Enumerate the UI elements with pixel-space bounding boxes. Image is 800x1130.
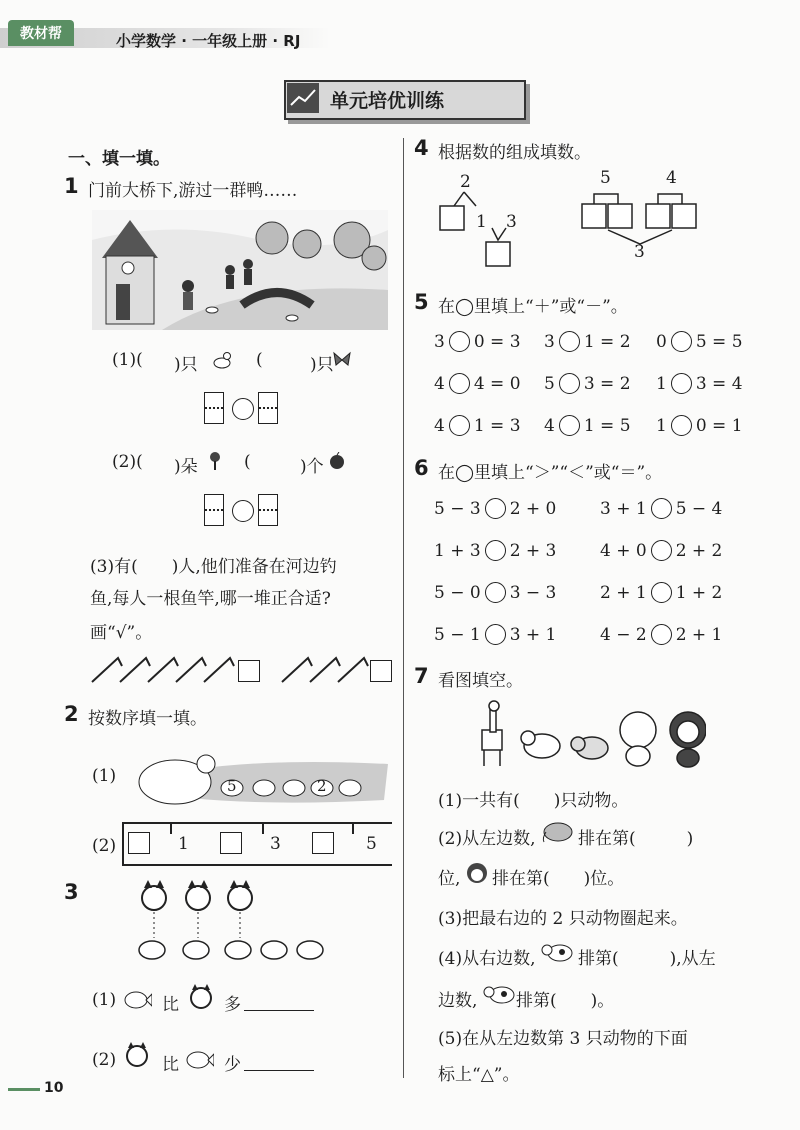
q6-circle[interactable] <box>485 624 506 645</box>
q5-circle[interactable] <box>671 331 692 352</box>
fish-icon <box>186 1050 214 1074</box>
q7-line-6a: 边数, <box>438 991 478 1011</box>
q4-b-bottom: 3 <box>634 242 645 262</box>
q7-line-2a: (2)从左边数, <box>438 829 536 849</box>
duck-icon <box>212 351 232 373</box>
q1-answer-box-1[interactable] <box>204 392 224 424</box>
q2-blank-1[interactable] <box>128 832 150 854</box>
q7-line-5a: (4)从右边数, <box>438 949 536 969</box>
q6-number: 6 <box>414 456 429 480</box>
tick <box>262 824 264 834</box>
q6-cmp-1-2: 3 + 1 5 − 4 <box>600 498 723 519</box>
q5-circle[interactable] <box>671 415 692 436</box>
q1-s1-unit1: )只 <box>174 355 198 375</box>
flower-icon <box>206 451 224 475</box>
q1-s2-unit1: )朵 <box>174 457 198 477</box>
pond-scene-illustration <box>92 210 388 330</box>
cow-icon <box>482 982 516 1010</box>
q1-s1-open: (1)( <box>112 350 143 370</box>
q4-b-top1: 5 <box>600 168 611 188</box>
q3-s2-blank[interactable] <box>244 1054 314 1071</box>
egg-number-4: 2 <box>317 777 327 795</box>
q7-line-1: (1)一共有( )只动物。 <box>438 791 629 811</box>
q3-s1-compare: 比 <box>162 995 179 1015</box>
q6-stem: 在◯里填上“＞”“＜”或“＝”。 <box>438 463 663 483</box>
q5-stem: 在◯里填上“＋”或“－”。 <box>438 297 628 317</box>
q1-s2-open: (2)( <box>112 452 143 472</box>
q5-eq-1-2: 3 1 = 2 <box>544 331 631 352</box>
cow-icon <box>540 940 574 968</box>
trend-icon <box>287 83 319 113</box>
q1-s3-line3: 画“√”。 <box>90 623 153 643</box>
tick <box>170 824 172 834</box>
number-line-1: 1 <box>178 834 189 854</box>
q1-check-box-2[interactable] <box>370 660 392 682</box>
q3-s2-label: (2) <box>92 1050 117 1070</box>
q7-line-5b: 排第( ),从左 <box>578 949 716 969</box>
q6-circle[interactable] <box>651 582 672 603</box>
q2-s2-label: (2) <box>92 836 117 856</box>
q2-stem: 按数序填一填。 <box>88 709 207 729</box>
q4-stem: 根据数的组成填数。 <box>438 143 591 163</box>
q5-eq-1-1: 3 0 = 3 <box>434 331 521 352</box>
q7-line-4: (3)把最右边的 2 只动物圈起来。 <box>438 909 688 929</box>
cat-icon <box>188 984 214 1018</box>
q5-number: 5 <box>414 290 429 314</box>
q5-circle[interactable] <box>671 373 692 394</box>
cat-icon <box>124 1042 150 1076</box>
fishing-rods-group-1-icon <box>90 652 240 688</box>
elephant-icon <box>540 820 574 848</box>
q5-circle[interactable] <box>449 415 470 436</box>
q6-circle[interactable] <box>485 498 506 519</box>
q6-circle[interactable] <box>651 540 672 561</box>
q5-circle[interactable] <box>449 331 470 352</box>
q2-blank-3[interactable] <box>312 832 334 854</box>
q2-s1-label: (1) <box>92 766 117 786</box>
q1-answer-box-3[interactable] <box>204 494 224 526</box>
q6-cmp-4-2: 4 − 2 2 + 1 <box>600 624 723 645</box>
butterfly-icon <box>332 351 352 373</box>
fishing-rods-group-2-icon <box>280 652 370 688</box>
q1-s2-unit2: )个 <box>300 457 324 477</box>
q5-eq-3-1: 4 1 = 3 <box>434 415 521 436</box>
q3-s1-label: (1) <box>92 990 117 1010</box>
q3-s1-blank[interactable] <box>244 994 314 1011</box>
q7-line-6b: 排第( )。 <box>516 991 615 1011</box>
q5-eq-2-3: 1 3 = 4 <box>656 373 743 394</box>
q6-cmp-3-1: 5 − 0 3 − 3 <box>434 582 557 603</box>
q3-s2-less: 少 <box>224 1055 241 1075</box>
animals-row-illustration <box>466 700 706 774</box>
monkey-icon <box>466 862 488 888</box>
q1-operator-circle-1[interactable] <box>232 398 254 420</box>
q5-eq-2-2: 5 3 = 2 <box>544 373 631 394</box>
q5-circle[interactable] <box>559 415 580 436</box>
q6-cmp-2-1: 1 + 3 2 + 3 <box>434 540 557 561</box>
q7-line-3b: 排在第( )位。 <box>492 869 625 889</box>
q1-s2-open2: ( <box>244 452 251 472</box>
q7-line-3a: 位, <box>438 869 461 889</box>
q6-circle[interactable] <box>485 540 506 561</box>
q5-eq-1-3: 0 5 = 5 <box>656 331 743 352</box>
egg-number-1: 5 <box>227 777 237 795</box>
q1-s3-line2: 鱼,每人一根鱼竿,哪一堆正合适? <box>90 589 331 609</box>
q7-stem: 看图填空。 <box>438 671 523 691</box>
q7-line-7: (5)在从左边数第 3 只动物的下面 <box>438 1029 688 1049</box>
q6-circle[interactable] <box>651 498 672 519</box>
apple-icon <box>328 452 346 474</box>
q5-eq-3-3: 1 0 = 1 <box>656 415 743 436</box>
q4-b-top2: 4 <box>666 168 677 188</box>
footer-accent <box>8 1088 40 1091</box>
q4-a-part1: 1 <box>476 212 487 232</box>
q4-a-part2: 3 <box>506 212 517 232</box>
q6-cmp-2-2: 4 + 0 2 + 2 <box>600 540 723 561</box>
q5-circle[interactable] <box>449 373 470 394</box>
q5-eq-3-2: 4 1 = 5 <box>544 415 631 436</box>
q6-cmp-3-2: 2 + 1 1 + 2 <box>600 582 723 603</box>
part1-heading: 一、填一填。 <box>68 149 170 169</box>
cats-fish-illustration <box>134 880 334 974</box>
q3-s1-more: 多 <box>224 995 241 1015</box>
q1-s3-line1: (3)有( )人,他们准备在河边钓 <box>90 557 337 577</box>
q1-operator-circle-2[interactable] <box>232 500 254 522</box>
q7-line-2b: 排在第( ) <box>578 829 694 849</box>
q2-number: 2 <box>64 702 79 726</box>
q6-cmp-4-1: 5 − 1 3 + 1 <box>434 624 557 645</box>
page-number: 10 <box>44 1080 64 1096</box>
column-divider <box>403 138 404 1078</box>
q7-number: 7 <box>414 664 429 688</box>
hen-eggs-illustration <box>120 750 390 814</box>
q2-blank-2[interactable] <box>220 832 242 854</box>
q1-s1-open2: ( <box>256 350 263 370</box>
q5-circle[interactable] <box>559 373 580 394</box>
q1-check-box-1[interactable] <box>238 660 260 682</box>
number-line-3: 3 <box>270 834 281 854</box>
q6-cmp-1-1: 5 − 3 2 + 0 <box>434 498 557 519</box>
q6-circle[interactable] <box>651 624 672 645</box>
page-title: 单元培优训练 <box>330 90 445 112</box>
q6-circle[interactable] <box>485 582 506 603</box>
q4-number: 4 <box>414 136 429 160</box>
book-title: 小学数学 · 一年级上册 · RJ <box>116 32 301 50</box>
q5-circle[interactable] <box>559 331 580 352</box>
q1-answer-box-4[interactable] <box>258 494 278 526</box>
q5-eq-2-1: 4 4 = 0 <box>434 373 521 394</box>
q7-line-8: 标上“△”。 <box>438 1065 520 1085</box>
q3-number: 3 <box>64 880 79 904</box>
number-line-5: 5 <box>366 834 377 854</box>
brand-tab: 教材帮 <box>8 20 74 46</box>
q1-number: 1 <box>64 174 79 198</box>
q3-s2-compare: 比 <box>162 1055 179 1075</box>
tick <box>352 824 354 834</box>
q1-stem: 门前大桥下,游过一群鸭…… <box>88 181 298 201</box>
q1-answer-box-2[interactable] <box>258 392 278 424</box>
fish-icon <box>124 990 152 1014</box>
q1-s1-unit2: )只 <box>310 355 334 375</box>
q4-a-top: 2 <box>460 172 471 192</box>
